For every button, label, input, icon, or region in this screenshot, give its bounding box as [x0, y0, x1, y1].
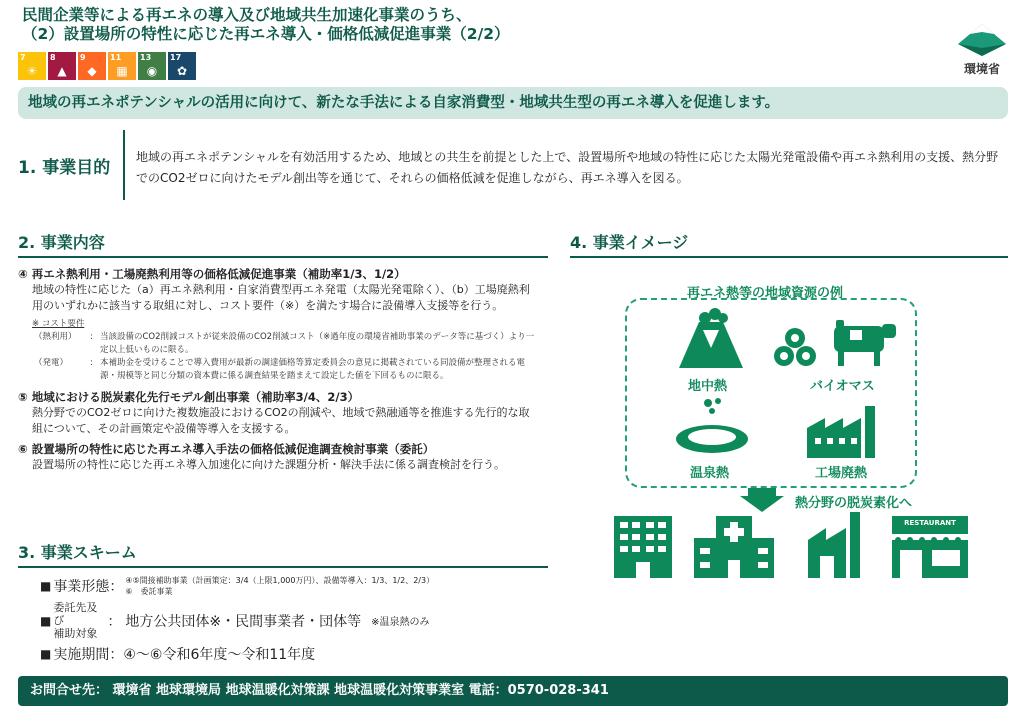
- sdg-goal-tile: [138, 52, 166, 80]
- growth-chart-icon: ▲: [57, 64, 67, 78]
- eye-globe-icon: ◉: [146, 64, 158, 78]
- section-3-content: [40, 575, 540, 668]
- scheme-row-period: [40, 644, 540, 664]
- note-value: 本補助金を受けることで導入費用が最新の調達価格等算定委員会の意見に掲載されている同設備が整理される電源・規模等と同じ分類の資本費に係る調査結果を踏まえて設定した値を下回るものに限る。: [100, 358, 526, 381]
- section-3-heading: [18, 540, 548, 568]
- note-row: [32, 357, 538, 383]
- arrow-down-icon: [738, 488, 786, 512]
- sdg-number: 8: [50, 53, 56, 62]
- item-6-body: 設置場所の特性に応じた再エネ導入加速化に向けた課題分析・解決手法に係る調査検討を行う。: [32, 458, 505, 471]
- hospital-icon: [692, 514, 776, 578]
- scheme-target-label-a: 委託先及び: [53, 601, 98, 627]
- resource-label-hot-spring: 温泉熱: [690, 466, 730, 481]
- scheme-target-note: ※温泉熱のみ: [371, 617, 430, 628]
- sdg-goal-tile: [108, 52, 136, 80]
- note-colon: :: [90, 358, 93, 368]
- item-5-title: ⑤ 地域における脱炭素化先行モデル創出事業（補助率3/4、2/3）: [18, 390, 360, 404]
- ministry-name: 環境省: [963, 62, 1000, 76]
- note-row: [32, 331, 538, 357]
- sdg-goal-tile: [78, 52, 106, 80]
- item-6-title: ⑥ 設置場所の特性に応じた再エネ導入手法の価格低減促進調査検討事業（委託）: [18, 442, 435, 456]
- scheme-label: 事業形態：: [53, 579, 124, 595]
- section-2-content: [18, 266, 538, 473]
- sdg-number: 13: [140, 53, 152, 62]
- section-purpose: [16, 130, 1006, 200]
- section-2-heading: [18, 230, 548, 258]
- factory-icon: [805, 402, 881, 458]
- item-5-body: 熱分野でのCO2ゼロに向けた複数施設におけるCO2の削減や、地域で熱融通等を推進する先行的な取組について、その計画策定や設備等導入を支援する。: [32, 406, 530, 435]
- item-4-title: ④ 再エネ熱利用・工場廃熱利用等の価格低減促進事業（補助率1/3、1/2）: [18, 267, 406, 281]
- office-building-icon: [612, 512, 674, 578]
- note-key: （発電）: [34, 358, 69, 368]
- scheme-row-target: [40, 601, 540, 640]
- mountain-logo-icon: [956, 22, 1008, 58]
- scheme-target-value: 地方公共団体※・民間事業者・団体等: [125, 613, 362, 630]
- section-1-text: 地域の再エネポテンシャルを有効活用するため、地域との共生を前提とした上で、設置場所や地域の特性に応じた太陽光発電設備や再エネ熱利用の支援、熱分野でのCO2ゼロに向けたモデル創出等を通じて、それらの価格低減を促進しながら、再エネ導入を図る。: [136, 150, 999, 185]
- title-line-1: 民間企業等による再エネの導入及び地域共生加速化事業のうち、: [22, 6, 472, 24]
- scheme-row-type: [40, 575, 540, 597]
- sdg-goal-tile: [168, 52, 196, 80]
- section-4-heading: [570, 230, 1008, 258]
- note-value: 当該設備のCO2削減コストが従来設備のCO2削減コスト（※過年度の環境省補助事業のデータ等に基づく）より一定以上低いものに限る。: [100, 332, 535, 355]
- scheme-period-value: ④〜⑥令和6年度〜令和11年度: [123, 647, 316, 663]
- divider: [123, 130, 125, 200]
- note-colon: :: [90, 332, 93, 342]
- note-key: （熱利用）: [34, 332, 77, 342]
- hot-spring-icon: [672, 395, 752, 457]
- scheme-target-label-b: 補助対象: [53, 627, 98, 640]
- section-4-heading-text: 4. 事業イメージ: [570, 233, 689, 252]
- scheme-type-line-2: ⑥ 委託事業: [125, 587, 173, 596]
- title-line-2: （2）設置場所の特性に応じた再エネ導入・価格低減促進事業（2/2）: [22, 25, 510, 43]
- section-3-heading-text: 3. 事業スキーム: [18, 543, 137, 562]
- resource-label-factory-waste-heat: 工場廃熱: [815, 466, 868, 481]
- factory-building-icon: [806, 510, 868, 578]
- sdg-goal-tile: [48, 52, 76, 80]
- contact-footer: お問合せ先： 環境省 地球環境局 地球温暖化対策課 地球温暖化対策事業室 電話：0570-028-341: [18, 676, 1008, 706]
- cubes-icon: ◆: [87, 64, 97, 78]
- geothermal-icon: [675, 308, 747, 372]
- summary-banner: 地域の再エネポテンシャルの活用に向けて、新たな手法による自家消費型・地域共生型の再エネ導入を促進します。: [18, 87, 1008, 119]
- city-icon: ▦: [116, 64, 128, 78]
- sdg-number: 17: [170, 53, 182, 62]
- sdg-number: 11: [110, 53, 122, 62]
- colon: ：: [107, 613, 122, 630]
- scheme-label: 実施期間：: [53, 647, 124, 663]
- sdg-goal-tile: [18, 52, 46, 80]
- item-4-body: 地域の特性に応じた（a）再エネ熱利用・自家消費型再エネ発電（太陽光発電除く）、（b）工場廃熱利用のいずれかに該当する取組に対し、コスト要件（※）を満たす場合に設備導入支援等を行う。: [32, 283, 530, 312]
- bullet-square-icon: ■: [40, 647, 52, 661]
- resources-title: 再エネ熱等の地域資源の例: [686, 286, 843, 301]
- ministry-logo: [954, 22, 1010, 77]
- bullet-square-icon: ■: [40, 579, 52, 593]
- scheme-type-line-1: ④⑤間接補助事業（計画策定：3/4（上限1,000万円）、設備等導入：1/3、1/2、2/3）: [125, 576, 435, 585]
- decarbonization-label: 熱分野の脱炭素化へ: [795, 496, 913, 511]
- resource-label-geothermal: 地中熱: [688, 379, 728, 394]
- sdg-number: 9: [80, 53, 86, 62]
- restaurant-sign: RESTAURANT: [904, 519, 956, 527]
- section-2-heading-text: 2. 事業内容: [18, 233, 105, 252]
- resource-label-biomass: バイオマス: [810, 379, 875, 394]
- biomass-icon: [770, 316, 900, 368]
- section-1-heading: 1. 事業目的: [18, 158, 111, 178]
- cost-requirement-note: [18, 318, 538, 383]
- sdg-number: 7: [20, 53, 26, 62]
- sun-icon: ☀: [26, 64, 38, 78]
- bullet-square-icon: ■: [40, 613, 52, 628]
- page-title: [22, 6, 922, 44]
- sdg-icons: [18, 52, 196, 80]
- flower-icon: ✿: [176, 64, 188, 78]
- note-heading: ※ コスト要件: [32, 319, 85, 329]
